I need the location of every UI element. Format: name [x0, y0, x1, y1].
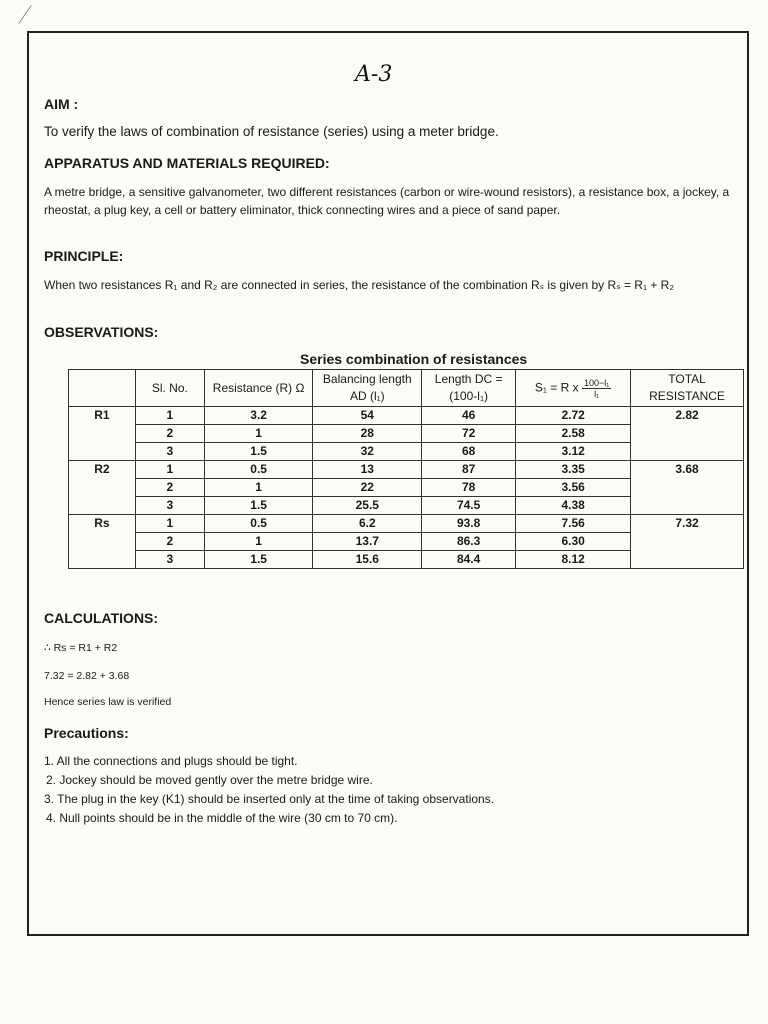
- cell-total: 3.68: [631, 461, 744, 515]
- cell-length-dc: 46: [422, 407, 516, 425]
- observation-table: [68, 369, 744, 569]
- table-caption: Series combination of resistances: [300, 351, 528, 367]
- cell-balancing: 13: [313, 461, 422, 479]
- principle-heading: PRINCIPLE:: [44, 248, 124, 264]
- cell-resistance: 0.5: [204, 461, 313, 479]
- group-label: R1: [69, 407, 136, 461]
- s-formula-numerator: 100−l₁: [584, 377, 610, 388]
- cell-s: 2.58: [516, 425, 631, 443]
- cell-total: 2.82: [631, 407, 744, 461]
- calc-line-1: ∴ Rs = R1 + R2: [44, 642, 118, 654]
- cell-length-dc: 74.5: [422, 497, 516, 515]
- observations-heading: OBSERVATIONS:: [44, 324, 159, 340]
- list-item: 1. All the connections and plugs should be tight.: [44, 754, 298, 768]
- cell-balancing: 13.7: [313, 533, 422, 551]
- cell-length-dc: 86.3: [422, 533, 516, 551]
- header-balancing-length: Balancing length AD (l₁): [313, 370, 422, 407]
- cell-s: 3.35: [516, 461, 631, 479]
- header-length-dc: Length DC = (100-l₁): [422, 370, 516, 407]
- cell-sl: 1: [135, 407, 204, 425]
- precautions-heading: Precautions:: [44, 725, 129, 741]
- cell-sl: 2: [135, 425, 204, 443]
- header-s-formula: [516, 370, 631, 407]
- cell-sl: 3: [135, 551, 204, 569]
- cell-resistance: 1: [204, 533, 313, 551]
- cell-length-dc: 84.4: [422, 551, 516, 569]
- cell-length-dc: 68: [422, 443, 516, 461]
- cell-balancing: 25.5: [313, 497, 422, 515]
- apparatus-heading: APPARATUS AND MATERIALS REQUIRED:: [44, 155, 330, 171]
- cell-resistance: 1.5: [204, 497, 313, 515]
- cell-s: 3.56: [516, 479, 631, 497]
- list-item: 2. Jockey should be moved gently over the metre bridge wire.: [46, 773, 373, 787]
- experiment-title: A-3: [355, 62, 393, 87]
- s-formula-fraction: [582, 378, 611, 399]
- s-formula-prefix: S₁ = R x: [534, 380, 579, 395]
- cell-length-dc: 72: [422, 425, 516, 443]
- apparatus-text: A metre bridge, a sensitive galvanometer, two different resistances (carbon or wire-wound resistors), a resistance box, a jockey, a rheostat, a plug key, a cell or battery eliminator, thick connecting wires and a piece of sand paper.: [44, 185, 730, 217]
- cell-balancing: 22: [313, 479, 422, 497]
- cell-balancing: 6.2: [313, 515, 422, 533]
- principle-text: When two resistances R₁ and R₂ are connected in series, the resistance of the combination Rₛ is given by Rₛ = R₁ + R₂: [44, 278, 674, 292]
- cell-length-dc: 93.8: [422, 515, 516, 533]
- precautions-list: [44, 752, 494, 828]
- s-formula-denominator: l₁: [594, 388, 600, 399]
- cell-balancing: 32: [313, 443, 422, 461]
- aim-text: To verify the laws of combination of resistance (series) using a meter bridge.: [44, 124, 499, 139]
- cell-resistance: 1: [204, 479, 313, 497]
- cell-s: 7.56: [516, 515, 631, 533]
- calculations-heading: CALCULATIONS:: [44, 610, 159, 626]
- cell-s: 3.12: [516, 443, 631, 461]
- cell-balancing: 15.6: [313, 551, 422, 569]
- cell-resistance: 1: [204, 425, 313, 443]
- table-row: [69, 515, 744, 533]
- cell-resistance: 0.5: [204, 515, 313, 533]
- header-sl-no: Sl. No.: [135, 370, 204, 407]
- calc-line-2: 7.32 = 2.82 + 3.68: [44, 670, 130, 682]
- pencil-mark: [18, 5, 31, 24]
- table-header-row: [69, 370, 744, 407]
- list-item: 3. The plug in the key (K1) should be inserted only at the time of taking observations.: [44, 792, 495, 806]
- cell-sl: 2: [135, 479, 204, 497]
- cell-balancing: 28: [313, 425, 422, 443]
- list-item: 4. Null points should be in the middle of the wire (30 cm to 70 cm).: [46, 811, 398, 825]
- header-resistance: Resistance (R) Ω: [204, 370, 313, 407]
- cell-s: 8.12: [516, 551, 631, 569]
- table-row: [69, 407, 744, 425]
- cell-total: 7.32: [631, 515, 744, 569]
- header-blank: [69, 370, 136, 407]
- group-label: Rs: [69, 515, 136, 569]
- cell-s: 2.72: [516, 407, 631, 425]
- cell-sl: 1: [135, 515, 204, 533]
- cell-length-dc: 78: [422, 479, 516, 497]
- cell-sl: 3: [135, 497, 204, 515]
- cell-resistance: 1.5: [204, 443, 313, 461]
- group-label: R2: [69, 461, 136, 515]
- cell-balancing: 54: [313, 407, 422, 425]
- cell-s: 6.30: [516, 533, 631, 551]
- cell-sl: 3: [135, 443, 204, 461]
- table-row: [69, 461, 744, 479]
- cell-sl: 2: [135, 533, 204, 551]
- header-total-resistance: TOTAL RESISTANCE: [631, 370, 744, 407]
- calc-line-3: Hence series law is verified: [44, 696, 172, 708]
- cell-resistance: 3.2: [204, 407, 313, 425]
- cell-sl: 1: [135, 461, 204, 479]
- cell-s: 4.38: [516, 497, 631, 515]
- aim-heading: AIM :: [44, 96, 79, 112]
- cell-length-dc: 87: [422, 461, 516, 479]
- cell-resistance: 1.5: [204, 551, 313, 569]
